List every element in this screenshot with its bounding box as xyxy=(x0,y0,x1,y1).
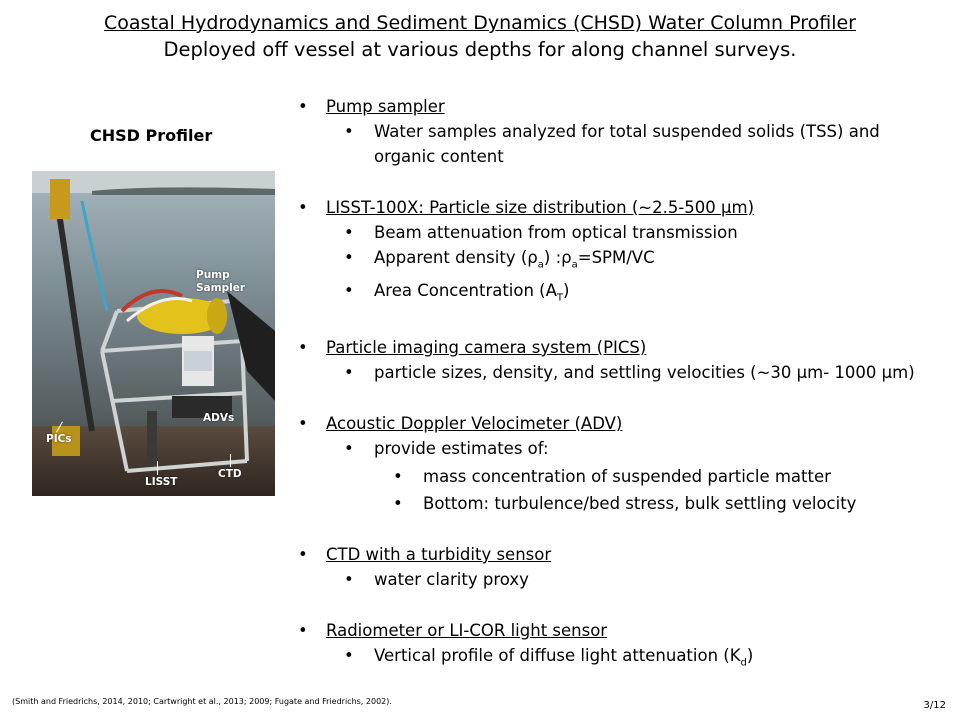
radiometer-item1-b: ) xyxy=(746,646,754,665)
pump-label-line2: Sampler xyxy=(196,282,246,294)
advs-label: ADVs xyxy=(203,412,235,424)
lisst-item2-a: Apparent density (ρ xyxy=(374,248,538,267)
pics-label: PICs xyxy=(46,433,72,445)
ctd-label: CTD xyxy=(218,468,242,480)
pump-sampler-label xyxy=(196,269,245,295)
bullet-pics xyxy=(298,335,948,360)
pump-item1-cont: organic content xyxy=(374,147,504,166)
bullet-adv xyxy=(298,411,948,436)
citation: (Smith and Friedrichs, 2014, 2010; Cartwright et al., 2013; 2009; Fugate and Friedrichs, 2002). xyxy=(12,697,392,706)
bullet-adv-sub2 xyxy=(298,491,948,516)
adv-title: Acoustic Doppler Velocimeter (ADV) xyxy=(326,414,623,433)
profiler-photo xyxy=(32,171,275,496)
lisst-item3-sub: T xyxy=(556,292,564,304)
profiler-photo-image xyxy=(32,171,275,496)
radiometer-title: Radiometer or LI-COR light sensor xyxy=(326,621,608,640)
adv-item1: provide estimates of: xyxy=(374,439,549,458)
page-number: 3/12 xyxy=(923,700,946,711)
lisst-item3-a: Area Concentration (A xyxy=(374,281,557,300)
pump-label-line1: Pump xyxy=(196,269,230,281)
lisst-item1: Beam attenuation from optical transmission xyxy=(374,223,738,242)
bullet-pump xyxy=(298,94,948,119)
lisst-item2-b: ) :ρ xyxy=(543,248,572,267)
bullet-lisst-item3 xyxy=(298,278,948,303)
bullet-lisst xyxy=(298,195,948,220)
lisst-item2-c: =SPM/VC xyxy=(577,248,655,267)
pics-title: Particle imaging camera system (PICS) xyxy=(326,338,647,357)
lisst-item2-sub1: a xyxy=(537,259,544,271)
photo-heading: CHSD Profiler xyxy=(90,126,213,145)
pump-item1: Water samples analyzed for total suspended solids (TSS) and xyxy=(374,122,880,141)
lisst-item2-sub2: a xyxy=(571,259,578,271)
ctd-item1: water clarity proxy xyxy=(374,570,529,589)
ctd-title: CTD with a turbidity sensor xyxy=(326,545,552,564)
radiometer-item1-sub: d xyxy=(740,657,747,669)
bullet-adv-item xyxy=(298,436,948,461)
lisst-label: LISST xyxy=(145,476,178,488)
bullet-radiometer-item xyxy=(298,643,948,668)
pics-item1: particle sizes, density, and settling velocities (~30 µm- 1000 µm) xyxy=(374,363,915,382)
ctd-pointer xyxy=(230,454,231,467)
radiometer-item1-a: Vertical profile of diffuse light attenuation (K xyxy=(374,646,741,665)
bullet-pics-item xyxy=(298,360,948,385)
lisst-pointer xyxy=(157,461,158,475)
slide-title: Coastal Hydrodynamics and Sediment Dynamics (CHSD) Water Column Profiler xyxy=(104,12,856,34)
bullet-radiometer xyxy=(298,618,948,643)
bullet-list xyxy=(298,94,948,668)
adv-sub2: Bottom: turbulence/bed stress, bulk settling velocity xyxy=(423,494,857,513)
bullet-lisst-item2 xyxy=(298,245,948,270)
lisst-title: LISST-100X: Particle size distribution (~2.5-500 µm) xyxy=(326,198,755,217)
bullet-ctd xyxy=(298,542,948,567)
slide-subtitle: Deployed off vessel at various depths for along channel surveys. xyxy=(163,38,797,61)
bullet-ctd-item xyxy=(298,567,948,592)
bullet-pump-item xyxy=(298,119,948,169)
pump-title: Pump sampler xyxy=(326,97,445,116)
bullet-lisst-item1 xyxy=(298,220,948,245)
bullet-adv-sub1 xyxy=(298,464,948,489)
lisst-item3-b: ) xyxy=(563,281,570,300)
adv-sub1: mass concentration of suspended particle matter xyxy=(423,467,831,486)
